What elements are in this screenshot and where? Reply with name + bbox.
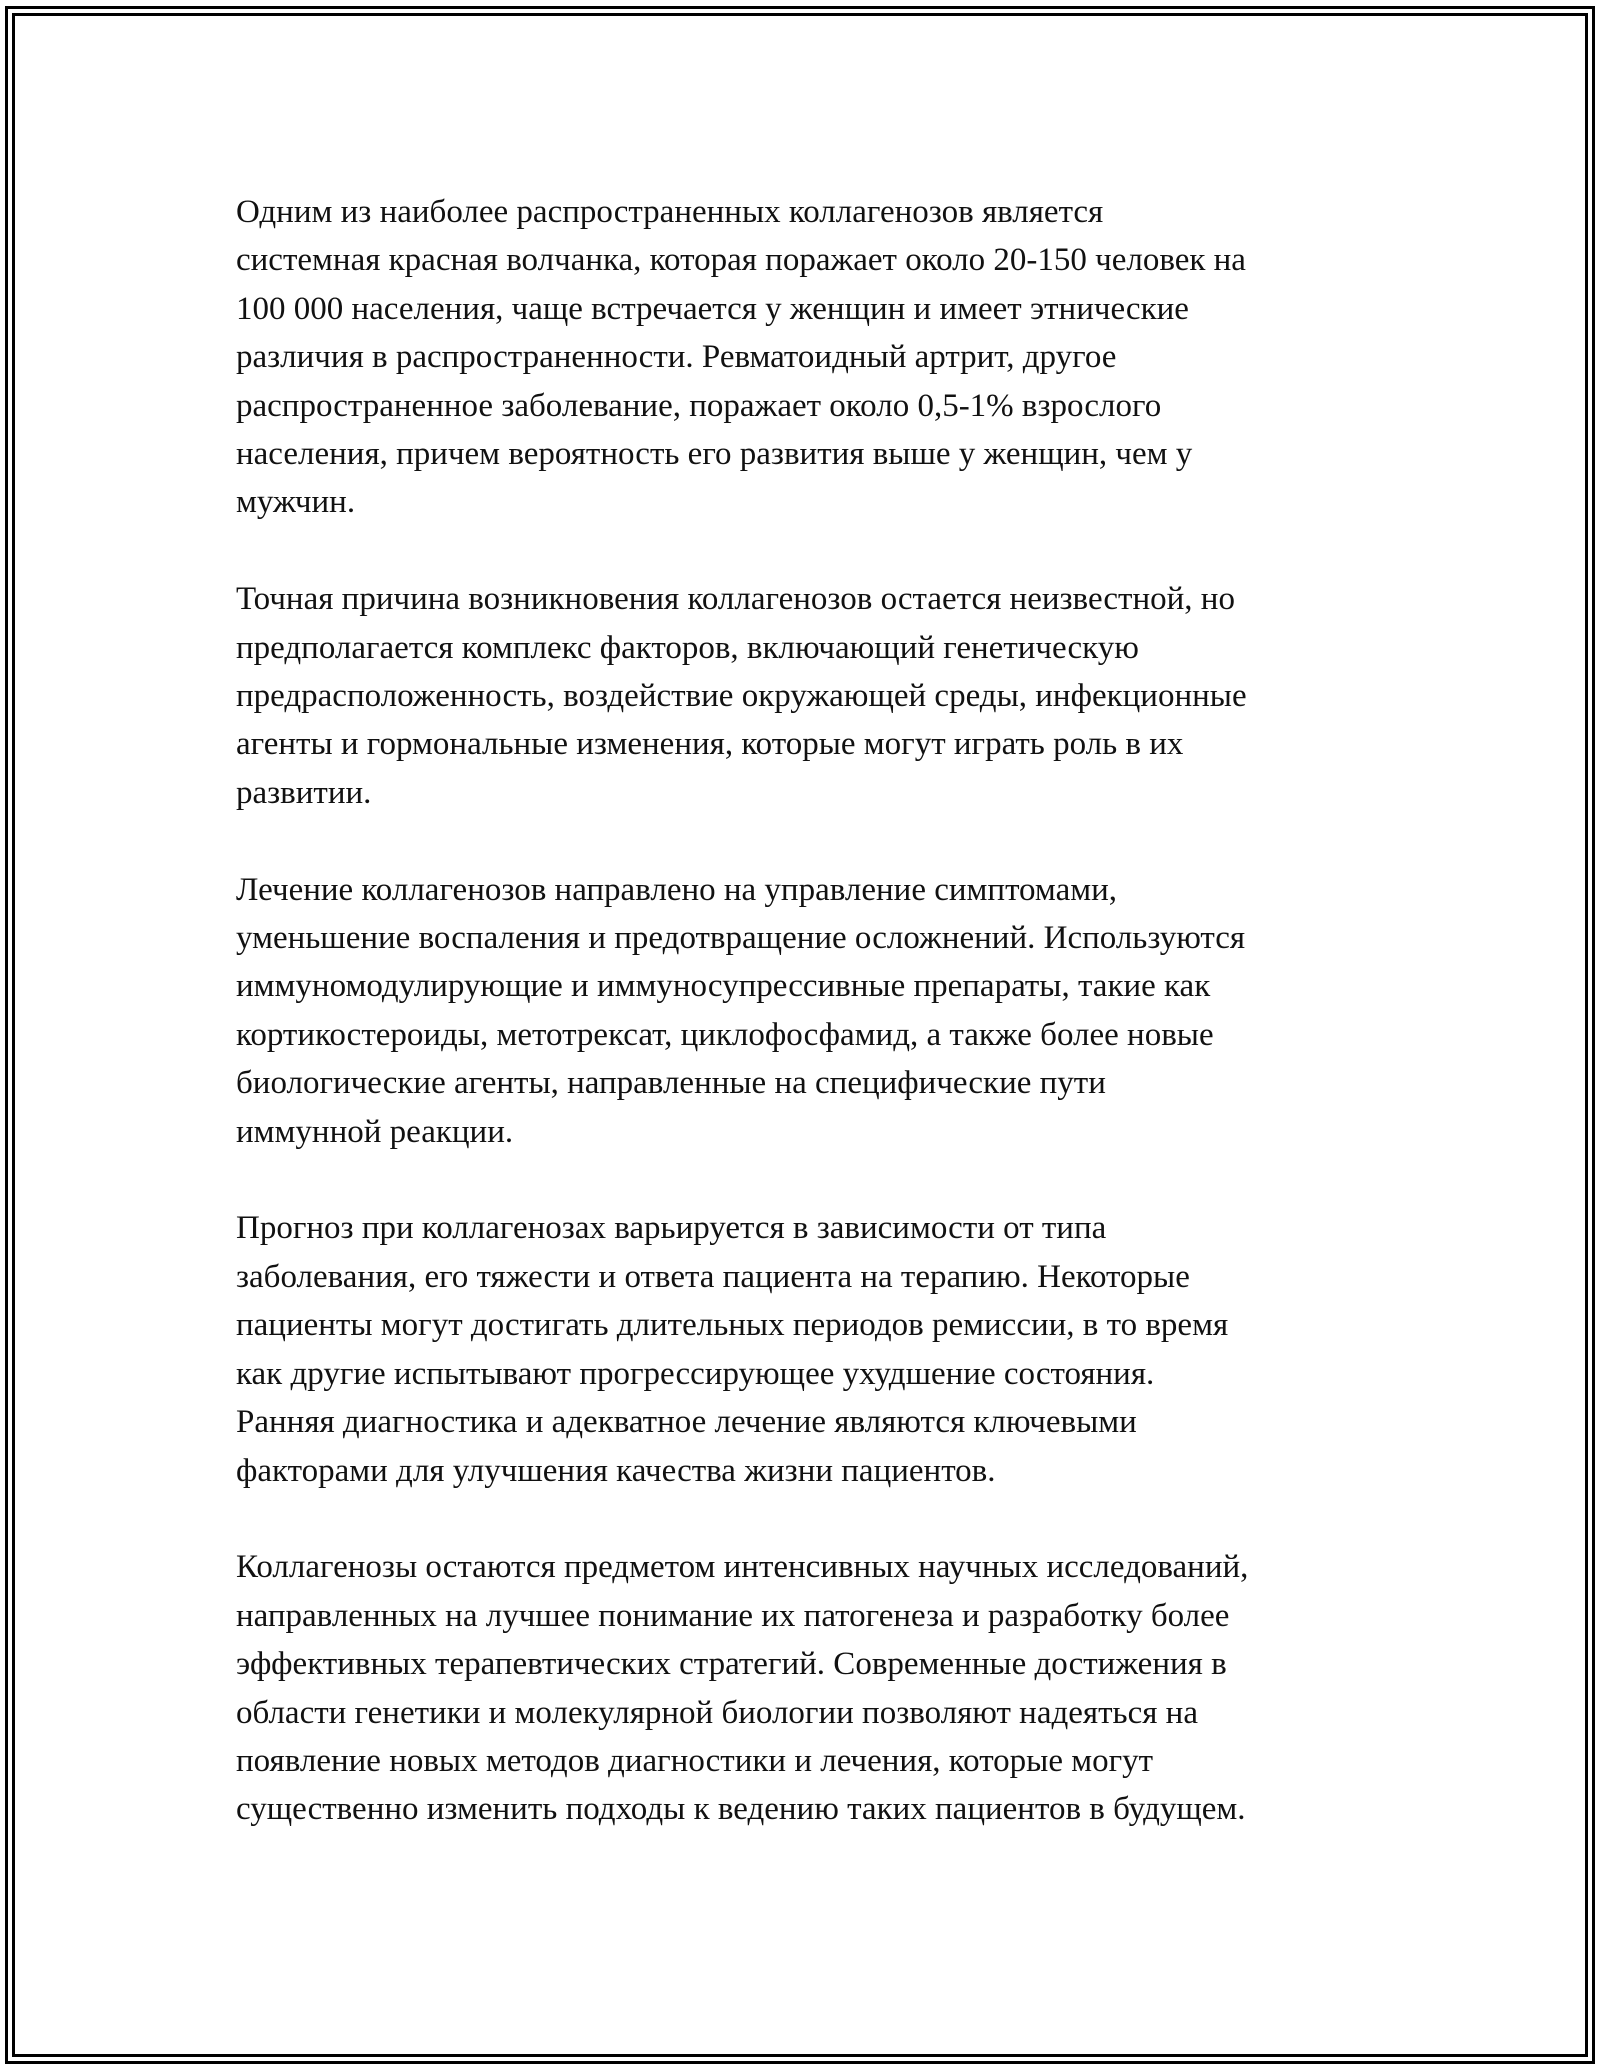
- paragraph: [236, 575, 1386, 817]
- text-line: существенно изменить подходы к ведению таких пациентов в будущем.: [236, 1791, 1246, 1828]
- text-line: Прогноз при коллагенозах варьируется в зависимости от типа: [236, 1210, 1107, 1247]
- text-line: заболевания, его тяжести и ответа пациента на терапию. Некоторые: [236, 1258, 1190, 1295]
- text-line: системная красная волчанка, которая поражает около 20-150 человек на: [236, 242, 1246, 279]
- text-line: населения, причем вероятность его развития выше у женщин, чем у: [236, 436, 1193, 473]
- text-line: области генетики и молекулярной биологии позволяют надеяться на: [236, 1694, 1198, 1731]
- text-line: Лечение коллагенозов направлено на управление симптомами,: [236, 871, 1118, 908]
- text-line: 100 000 населения, чаще встречается у женщин и имеет этнические: [236, 290, 1189, 327]
- document-body: [236, 188, 1386, 1834]
- text-line: иммунной реакции.: [236, 1113, 514, 1150]
- text-line: предрасположенность, воздействие окружающей среды, инфекционные: [236, 678, 1247, 715]
- text-line: эффективных терапевтических стратегий. Современные достижения в: [236, 1646, 1227, 1683]
- text-line: кортикостероиды, метотрексат, циклофосфамид, а также более новые: [236, 1016, 1214, 1053]
- text-line: Точная причина возникновения коллагенозов остается неизвестной, но: [236, 581, 1235, 618]
- text-line: иммуномодулирующие и иммуносупрессивные препараты, такие как: [236, 968, 1211, 1005]
- text-line: различия в распространенности. Ревматоидный артрит, другое: [236, 339, 1117, 376]
- text-line: агенты и гормональные изменения, которые могут играть роль в их: [236, 726, 1184, 763]
- text-line: появление новых методов диагностики и лечения, которые могут: [236, 1742, 1154, 1779]
- text-line: мужчин.: [236, 484, 356, 521]
- text-line: развитии.: [236, 774, 372, 811]
- text-line: направленных на лучшее понимание их патогенеза и разработку более: [236, 1597, 1230, 1634]
- text-line: пациенты могут достигать длительных периодов ремиссии, в то время: [236, 1307, 1229, 1344]
- text-line: факторами для улучшения качества жизни пациентов.: [236, 1452, 996, 1489]
- paragraph: [236, 1204, 1386, 1494]
- text-line: предполагается комплекс факторов, включающий генетическую: [236, 629, 1139, 666]
- paragraph: [236, 1543, 1386, 1833]
- text-line: распространенное заболевание, поражает около 0,5-1% взрослого: [236, 387, 1162, 424]
- text-line: Ранняя диагностика и адекватное лечение являются ключевыми: [236, 1404, 1137, 1441]
- paragraph: [236, 188, 1386, 527]
- text-line: Коллагенозы остаются предметом интенсивных научных исследований,: [236, 1549, 1249, 1586]
- text-line: биологические агенты, направленные на специфические пути: [236, 1065, 1106, 1102]
- text-line: как другие испытывают прогрессирующее ухудшение состояния.: [236, 1355, 1155, 1392]
- text-line: уменьшение воспаления и предотвращение осложнений. Используются: [236, 920, 1246, 957]
- paragraph: [236, 866, 1386, 1156]
- text-line: Одним из наиболее распространенных коллагенозов является: [236, 194, 1104, 230]
